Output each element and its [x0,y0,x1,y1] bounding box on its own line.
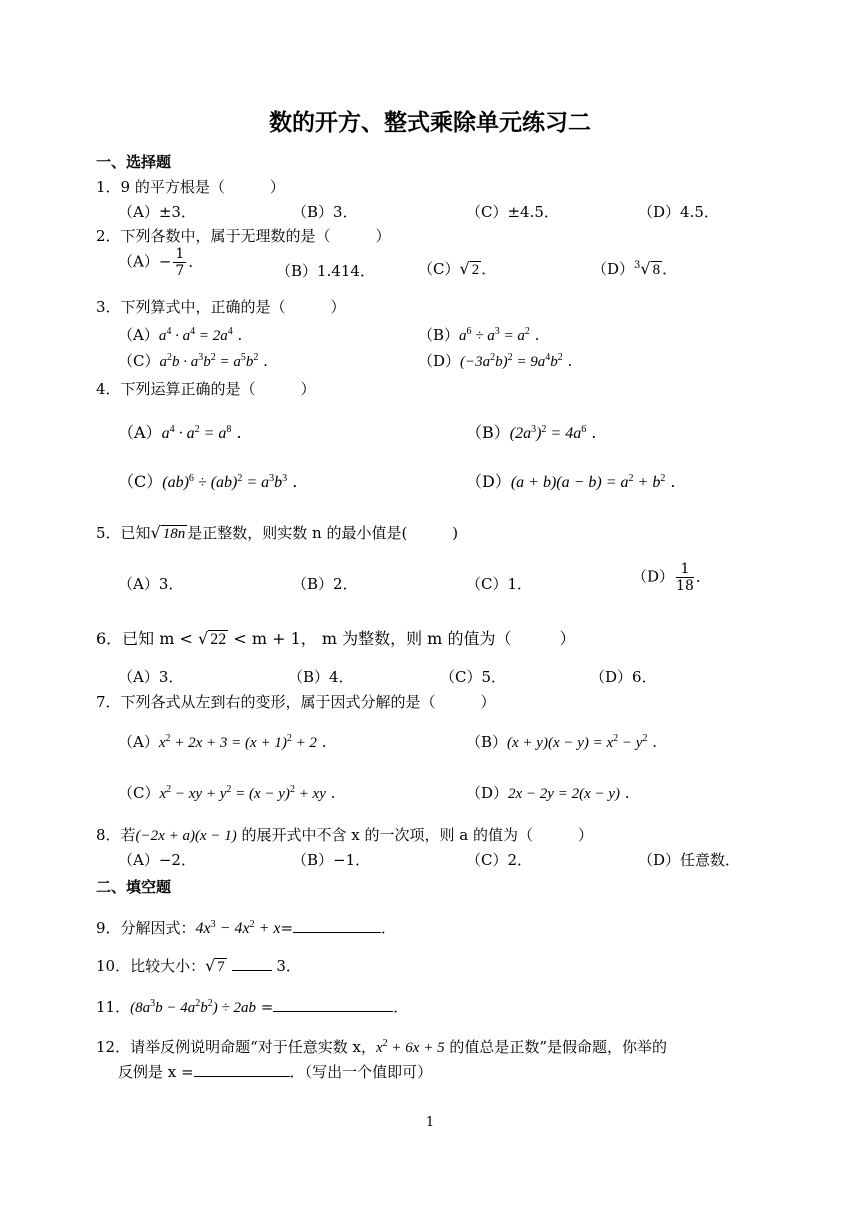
section-heading-choice: 一、选择题 [96,153,172,171]
q6-option-c: （C）5． [440,668,507,686]
q6-option-d: （D）6． [590,668,657,686]
q2-option-c: （C）√ 2 ． [418,259,497,278]
q4-option-d: $(D)(a + b)(a - b) = a^2 + b^2$ . [466,472,676,491]
q1-option-c: （C）±4.5． [466,203,559,221]
q7-option-d: （D）2x − 2y = 2(x − y) . [466,784,630,802]
q7-option-b: $(B)(x + y)(x - y) = x^2 - y^2$ . [466,733,657,751]
q2-option-d: $(D)^3√$ 8 ． [592,259,678,278]
page-number: 1 [425,1115,435,1130]
q8-option-b: （B）−1． [292,851,371,869]
question-11: 11．$(8a^3b - 4a^2b^2) \div 2ab$ = ． [96,998,409,1016]
q1-option-a: （A）±3． [118,203,196,221]
q4-option-c: $(C)(ab)^6 \div (ab)^2 = a^3b^3$ . [118,472,298,491]
q2-option-b: （B）1.414． [276,262,375,280]
section-heading-fill: 二、填空题 [96,878,172,896]
question-6-stem: 6．已知 m < √ 22 < m + 1， m 为整数，则 m 的值为（ ） [96,629,576,648]
question-2-stem: 2．下列各数中，属于无理数的是（ ） [96,227,391,245]
question-7-stem: 7．下列各式从左到右的变形，属于因式分解的是（ ） [96,693,496,711]
q3-option-b: $(B)a^6 \div a^3 = a^2$ . [418,326,540,344]
q5-option-c: （C）1． [466,575,533,593]
question-1-stem: 1．9 的平方根是（ ） [96,178,285,196]
q4-option-a: $(A)a^4 \cdot a^2 = a^8$ . [118,423,242,442]
q4-option-b: $(B)(2a^3)^2 = 4a^6$ . [466,423,597,442]
q3-option-a: $(A)a^4 \cdot a^4 = 2a^4$ . [118,326,243,344]
question-9: 9．分解因式：$4x^3 - 4x^2 + x=$ ． [96,919,397,937]
question-10: 10．比较大小：√ 7 3． [96,956,301,975]
q7-option-c: $(C)x^2$ − xy + $y^2 = (x - y)^2$ + xy . [118,784,336,802]
q8-option-a: （A）−2． [118,851,196,869]
q5-option-a: （A）3． [118,575,184,593]
question-3-stem: 3．下列算式中，正确的是（ ） [96,298,346,316]
q3-option-d: $(D)(-3a^2b)^2 = 9a^4b^2$ . [418,352,573,370]
q1-option-b: （B）3． [292,203,358,221]
question-4-stem: 4．下列运算正确的是（ ） [96,380,316,398]
q3-option-c: $(C)a^2b \cdot a^3b^2 = a^5b^2$ . [118,352,268,370]
q5-option-b: （B）2． [292,575,358,593]
q6-option-b: （B）4． [288,668,354,686]
question-5-stem: 5．已知√ 18n 是正整数，则实数 n 的最小值是( ) [96,523,459,542]
q1-option-d: （D）4.5． [638,203,719,221]
q8-option-c: （C）2． [466,851,533,869]
question-12-line-2: 反例是 x = ．（写出一个值即可） [118,1063,433,1081]
question-12-line-1: 12．请举反例说明命题“对于任意实数 x，$x^2 + 6x + 5$ 的值总是正数”是假命题，你举的 [96,1038,668,1056]
q2-option-a: （A）− $\frac{1}{7}$ ． [118,246,204,279]
page-title: 数的开方、整式乘除单元练习二 [269,110,591,136]
q8-option-d: （D）任意数． [638,851,741,869]
q7-option-a: $(A)x^2 + 2x + 3 = (x + 1)^2 + 2$ . [118,733,327,751]
question-8-stem: 8．若(−2x + a)(x − 1) 的展开式中不含 x 的一次项，则 a 的值为（ ） [96,826,593,844]
q5-option-d: （D） $\frac{1}{18}$ ． [632,561,711,594]
q6-option-a: （A）3． [118,668,184,686]
